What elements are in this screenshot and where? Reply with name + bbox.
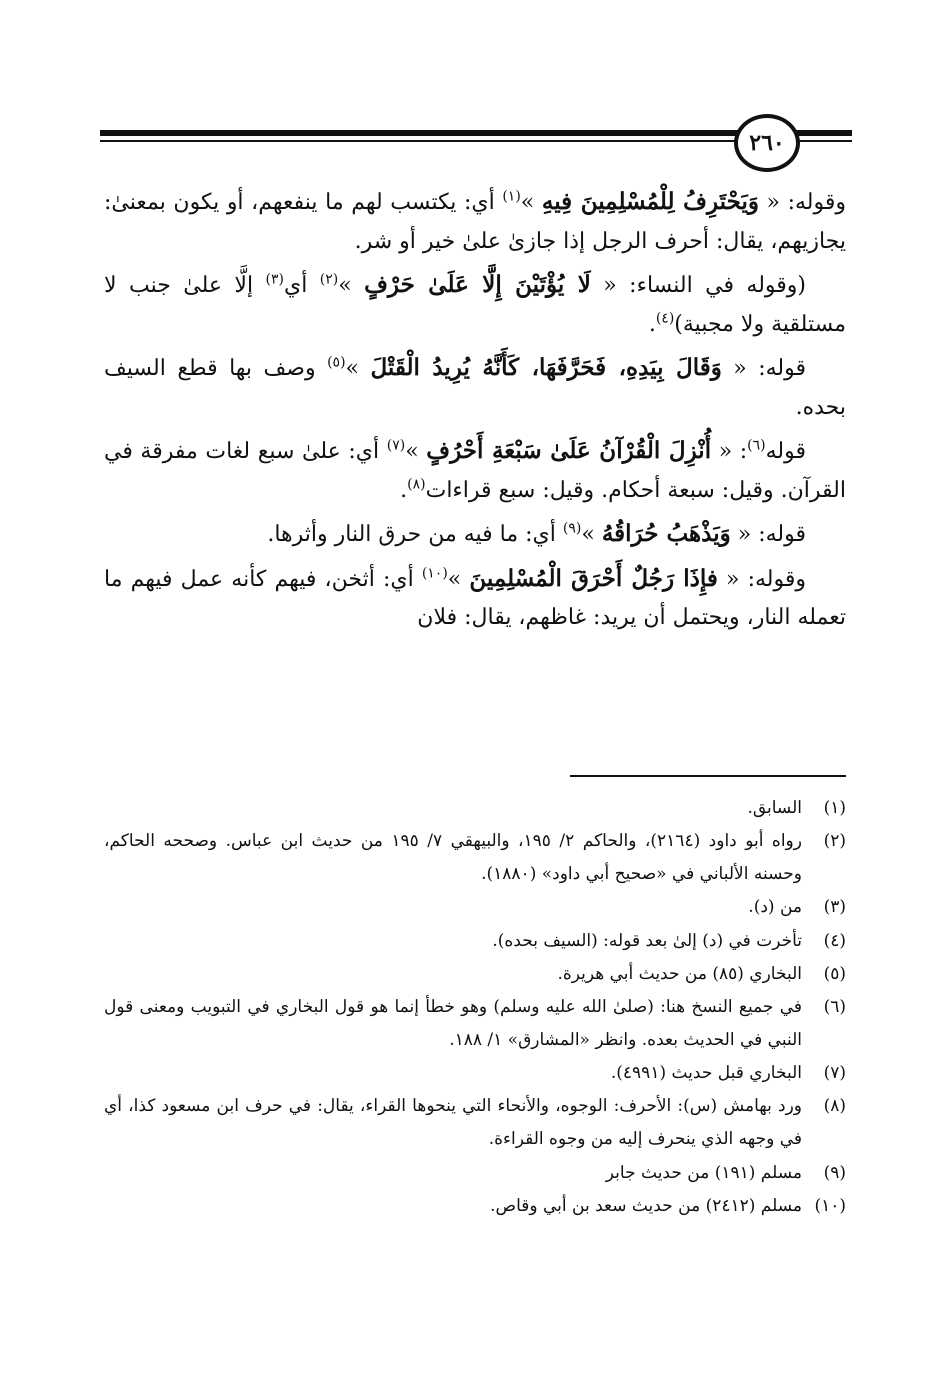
text-segment: قوله: «: [721, 356, 807, 381]
footnote-marker: (٦): [747, 437, 766, 454]
footnote-marker: (٤): [655, 310, 675, 327]
footnote-text: البخاري (٨٥) من حديث أبي هريرة.: [557, 963, 802, 984]
main-text: [104, 182, 846, 642]
paragraph-p3: [104, 348, 846, 427]
paragraph-p5: [104, 514, 846, 555]
footnote-marker: (٨): [407, 476, 426, 493]
text-segment: إلَّا علىٰ جنب لا مستلقية ولا مجبية): [104, 273, 846, 337]
footnote-number: (١): [823, 798, 846, 818]
footnote-text: في جميع النسخ هنا: (صلىٰ الله عليه وسلم) وهو خطأ إنما هو قول البخاري في التبويب ومعنى قول النبي في الحديث بعده. وانظر «المشارق» ١/ ١٨٨.: [104, 996, 802, 1050]
footnote-number: (٤): [823, 930, 846, 951]
footnote-marker: (٧): [386, 437, 406, 454]
text-segment: وقوله: «: [758, 190, 847, 215]
text-segment: (وقوله في النساء: «: [590, 273, 807, 298]
text-segment: قوله: «: [730, 522, 806, 547]
footnote-number: (١٠): [814, 1195, 846, 1216]
quoted-hadith-text: وَقَالَ بِيَدِهِ، فَحَرَّفَهَا، كَأَنَّهُ يُرِيدُ الْقَتْلَ: [370, 354, 722, 381]
footnote-item: [104, 1157, 846, 1190]
paragraph-p6: [104, 559, 846, 638]
text-segment: أي: يكتسب لهم ما ينفعهم، أو يكون بمعنىٰ: يجازيهم، يقال: أحرف الرجل إذا جازىٰ علىٰ خير أو شر.: [104, 190, 846, 254]
footnote-separator: [570, 775, 846, 777]
footnote-item: [104, 1190, 846, 1223]
text-segment: أي: [283, 273, 320, 298]
footnote-text: البخاري قبل حديث (٤٩٩١).: [610, 1063, 802, 1084]
footnote-number: (٧): [823, 1063, 846, 1084]
quoted-hadith-text: لَا يُؤْتَيْنَ إِلَّا عَلَىٰ حَرْفٍ: [364, 271, 591, 298]
text-segment: أي: ما فيه من حرق النار وأثرها.: [267, 522, 563, 547]
footnote-text: مسلم (١٩١) من حديث جابر: [605, 1162, 802, 1183]
text-segment: »: [447, 566, 470, 592]
footnote-text: مسلم (٢٤١٢) من حديث سعد بن أبي وقاص.: [490, 1195, 802, 1216]
footnote-text: ورد بهامش (س): الأحرف: الوجوه، والأنحاء التي ينحوها القراء، يقال: في حرف ابن مسعود كذا، أي في وجهه الذي ينحرف إليه من وجوه القراءة.: [104, 1096, 802, 1150]
footnote-item: [104, 792, 846, 825]
page-header: [100, 118, 852, 172]
footnote-item: [104, 991, 846, 1057]
text-segment: وصف بها قطع السيف بحده.: [104, 356, 846, 420]
text-segment: »: [338, 273, 365, 298]
text-segment: »: [405, 439, 427, 464]
footnote-marker: (٥): [327, 354, 346, 371]
footnote-number: (٥): [823, 963, 846, 984]
footnote-number: (٢): [823, 831, 846, 852]
footnote-number: (٩): [823, 1162, 846, 1183]
text-segment: أي: أثخن، فيهم كأنه عمل فيهم ما تعمله النار، ويحتمل أن يريد: غاظهم، يقال: فلان: [104, 566, 846, 630]
paragraph-p4: [104, 431, 846, 510]
footnote-number: (٨): [823, 1096, 846, 1117]
text-segment: وقوله: «: [717, 566, 806, 592]
footnote-item: [104, 825, 846, 891]
footnote-text: من (د).: [748, 897, 802, 918]
quoted-hadith-text: وَيَحْتَرِفُ لِلْمُسْلِمِينَ فِيهِ: [541, 188, 759, 215]
footnote-item: [104, 925, 846, 958]
footnote-text: رواه أبو داود (٢١٦٤)، والحاكم ٢/ ١٩٥، والبيهقي ٧/ ١٩٥ من حديث ابن عباس. وصححه الحاكم، وحسنه الألباني في «صحيح أبي داود» (١٨٨٠).: [104, 831, 802, 885]
footnote-text: السابق.: [747, 798, 802, 818]
footnotes: [104, 792, 846, 1223]
paragraph-p2: [104, 265, 846, 344]
footnote-marker: (٢): [319, 271, 339, 288]
text-segment: »: [345, 356, 371, 381]
quoted-hadith-text: وَيَذْهَبُ حُرَاقُهُ: [601, 520, 731, 547]
page-number: ٢٦٠: [734, 114, 800, 172]
text-segment: أي: علىٰ سبع لغات مفرقة في القرآن. وقيل: سبعة أحكام. وقيل: سبع قراءات: [104, 439, 846, 503]
footnote-marker: (١): [502, 188, 521, 205]
footnote-marker: (٩): [562, 520, 582, 537]
text-segment: قوله: [765, 439, 807, 464]
footnote-marker: (١٠): [421, 565, 448, 582]
quoted-hadith-text: فإِذَا رَجُلٌ أَحْرَقَ الْمُسْلِمِينَ: [469, 564, 718, 592]
footnote-number: (٦): [823, 996, 846, 1017]
text-segment: »: [520, 190, 542, 215]
paragraph-p1: [104, 182, 846, 261]
text-segment: : «: [711, 439, 748, 464]
footnote-number: (٣): [823, 897, 846, 918]
footnote-item: [104, 1090, 846, 1156]
footnote-item: [104, 958, 846, 991]
footnote-item: [104, 891, 846, 924]
footnote-item: [104, 1057, 846, 1090]
footnote-marker: (٣): [265, 271, 284, 288]
footnote-text: تأخرت في (د) إلىٰ بعد قوله: (السيف بحده).: [492, 930, 802, 951]
quoted-hadith-text: أُنْزِلَ الْقُرْآنُ عَلَىٰ سَبْعَةِ أَحْرُفٍ: [426, 437, 712, 464]
text-segment: .: [400, 477, 408, 503]
text-segment: »: [581, 522, 602, 547]
text-segment: .: [648, 311, 656, 337]
